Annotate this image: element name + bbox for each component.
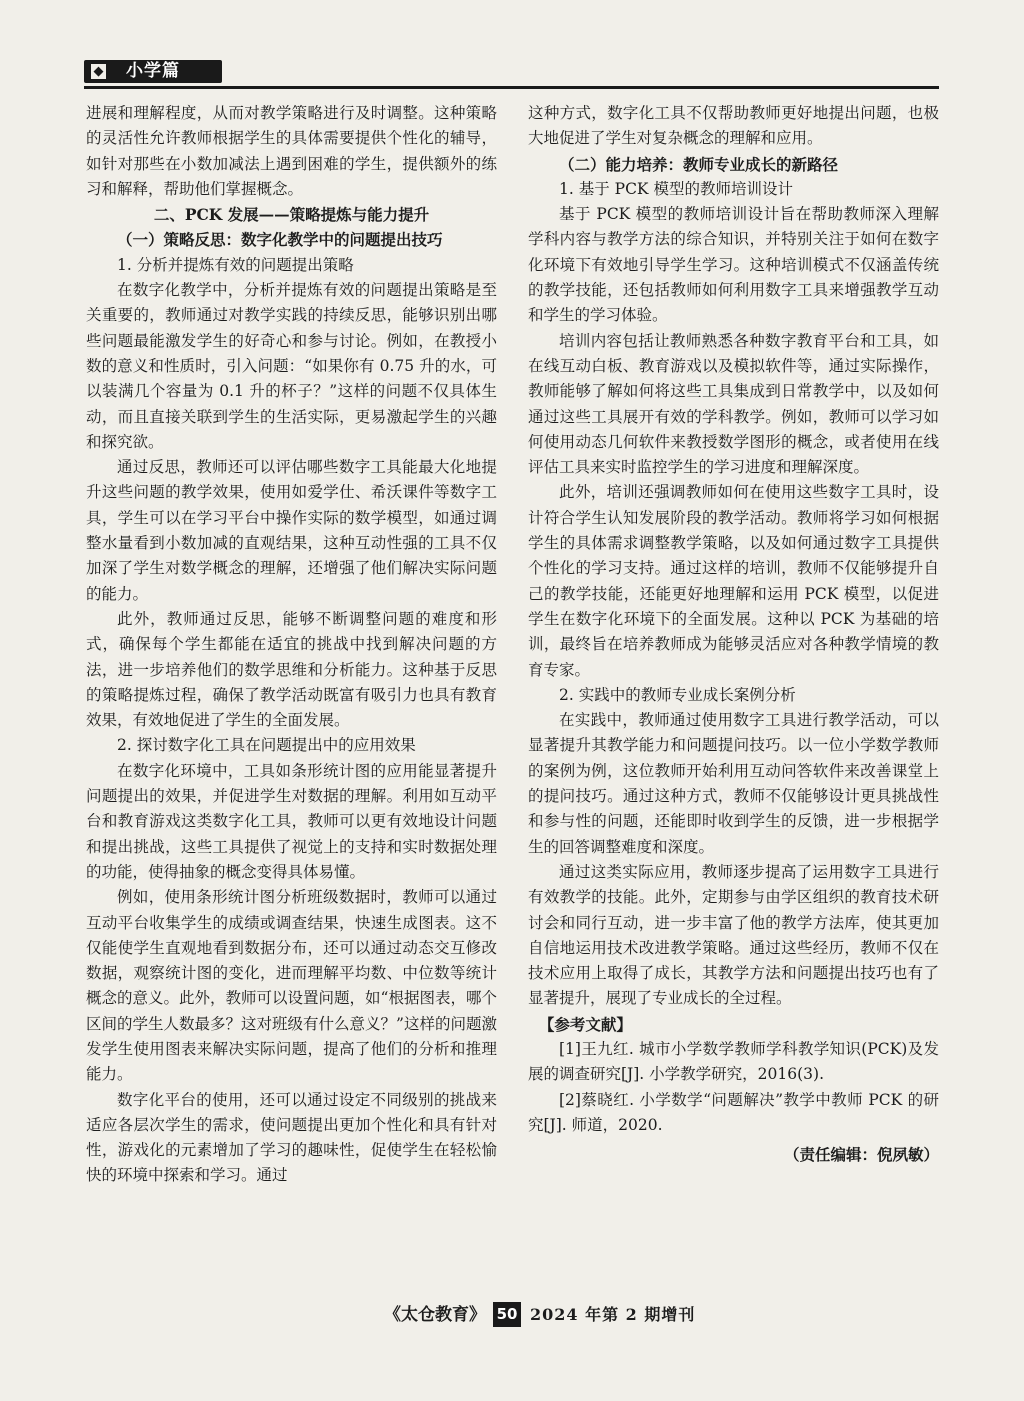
paragraph: 培训内容包括让教师熟悉各种数字教育平台和工具，如在线互动白板、教育游戏以及模拟软件等，通过实际操作，教师能够了解如何将这些工具集成到日常教学中，以及如何通过这些工具展开有效的学科教学。例如，教师可以学习如何使用动态几何软件来教授数学图形的概念，或者使用在线评估工具来实时监控学生的学习进度和理解深度。 xyxy=(528,331,939,477)
paragraph: 通过这类实际应用，教师逐步提高了运用数字工具进行有效教学的技能。此外，定期参与由学区组织的教育技术研讨会和同行互动，进一步丰富了他的教学方法库，使其更加自信地运用技术改进教学策略。通过这些经历，教师不仅在技术应用上取得了成长，其教学方法和问题提出技巧也有了显著提升，展现了专业成长的全过程。 xyxy=(528,862,939,1008)
item-heading: 1. 基于 PCK 模型的教师培训设计 xyxy=(559,179,793,198)
item-heading: 2. 探讨数字化工具在问题提出中的应用效果 xyxy=(117,736,416,755)
reference-item: [2]蔡晓红. 小学数学“问题解决”教学中教师 PCK 的研究[J]. 师道，2020. xyxy=(528,1090,939,1134)
paragraph: 数字化平台的使用，还可以通过设定不同级别的挑战来适应各层次学生的需求，使问题提出更加个性化和具有针对性，游戏化的元素增加了学习的趣味性，促使学生在轻松愉快的环境中探索和学习。通过 xyxy=(86,1090,497,1185)
paragraph: 此外，教师通过反思，能够不断调整问题的难度和形式，确保每个学生都能在适宜的挑战中找到解决问题的方法，进一步培养他们的数学思维和分析能力。这种基于反思的策略提炼过程，确保了教学活动既富有吸引力也具有教育效果，有效地促进了学生的全面发展。 xyxy=(86,609,497,730)
subsection-heading: （一）策略反思：数字化教学中的问题提出技巧 xyxy=(117,230,443,250)
item-heading: 1. 分析并提炼有效的问题提出策略 xyxy=(117,255,354,274)
page-footer xyxy=(0,1302,1024,1330)
paragraph: 例如，使用条形统计图分析班级数据时，教师可以通过互动平台收集学生的成绩或调查结果，快速生成图表。这不仅能使学生直观地看到数据分布，还可以通过动态交互修改数据，观察统计图的变化，进而理解平均数、中位数等统计概念的意义。此外，教师可以设置问题，如“根据图表，哪个区间的学生人数最多？这对班级有什么意义？”这样的问题激发学生使用图表来解决实际问题，提高了他们的分析和推理能力。 xyxy=(86,888,497,1084)
page-number: 50 xyxy=(493,1302,521,1327)
item-heading: 2. 实践中的教师专业成长案例分析 xyxy=(559,685,796,704)
left-column xyxy=(86,101,497,1189)
paragraph: 在数字化教学中，分析并提炼有效的问题提出策略是至关重要的，教师通过对教学实践的持续反思，能够识别出哪些问题最能激发学生的好奇心和参与讨论。例如，在教授小数的意义和性质时，引入问题：“如果你有 0.75 升的水，可以装满几个容量为 0.1 升的杯子？”这样的问题不仅具体生动，而且直接关联到学生的生活实际，更易激起学生的兴趣和探究欲。 xyxy=(86,281,497,451)
references-heading: 【参考文献】 xyxy=(538,1014,632,1034)
paragraph: 此外，培训还强调教师如何在使用这些数字工具时，设计符合学生认知发展阶段的教学活动。教师将学习如何根据学生的具体需求调整教学策略，以及如何通过数字工具提供个性化的学习支持。通过这样的培训，教师不仅能够提升自己的教学技能，还能更好地理解和运用 PCK 模型，以促进学生在数字化环境下的全面发展。这种以 PCK 为基础的培训，最终旨在培养教师成为能够灵活应对各种教学情境的教育专家。 xyxy=(528,483,939,679)
paragraph: 进展和理解程度，从而对教学策略进行及时调整。这种策略的灵活性允许教师根据学生的具体需要提供个性化的辅导，如针对那些在小数加减法上遇到困难的学生，提供额外的练习和解释，帮助他们掌握概念。 xyxy=(86,104,497,198)
issue-info: 2024 年第 2 期增刊 xyxy=(530,1305,696,1324)
subsection-heading: （二）能力培养：教师专业成长的新路径 xyxy=(559,154,839,174)
editor-credit: （责任编辑：倪夙敏） xyxy=(783,1145,939,1165)
right-column xyxy=(528,101,939,1167)
section-title: 小学篇 xyxy=(126,61,180,81)
paragraph: 在数字化环境中，工具如条形统计图的应用能显著提升问题提出的效果，并促进学生对数据的理解。利用如互动平台和教育游戏这类数字化工具，教师可以更有效地设计问题和提出挑战，这些工具提供了视觉上的支持和实时数据处理的功能，使得抽象的概念变得具体易懂。 xyxy=(86,761,497,881)
diamond-icon: ◆ xyxy=(91,64,106,79)
section-label-box xyxy=(84,60,222,83)
page-header xyxy=(84,60,939,89)
reference-item: [1]王九红. 城市小学数学教师学科教学知识(PCK)及发展的调查研究[J]. 小学教学研究，2016(3). xyxy=(528,1039,939,1084)
paragraph: 通过反思，教师还可以评估哪些数字工具能最大化地提升这些问题的教学效果，使用如爱学仕、希沃课件等数字工具，学生可以在学习平台中操作实际的数学模型，如通过调整水量看到小数加减的直观结果，这种互动性强的工具不仅加深了学生对数学概念的理解，还增强了他们解决实际问题的能力。 xyxy=(86,458,497,603)
section-heading: 二、PCK 发展——策略提炼与能力提升 xyxy=(153,205,430,225)
paragraph: 基于 PCK 模型的教师培训设计旨在帮助教师深入理解学科内容与教学方法的综合知识，并特别关注于如何在数字化环境下有效地引导学生学习。这种培训模式不仅涵盖传统的教学技能，还包括教师如何利用数字工具来增强教学互动和学生的学习体验。 xyxy=(528,205,939,325)
paragraph: 在实践中，教师通过使用数字工具进行教学活动，可以显著提升其教学能力和问题提问技巧。以一位小学数学教师的案例为例，这位教师开始利用互动问答软件来改善课堂上的提问技巧。通过这种方式，教师不仅能够设计更具挑战性和参与性的问题，还能即时收到学生的反馈，进一步根据学生的回答调整难度和深度。 xyxy=(528,711,939,856)
journal-name: 《太仓教育》 xyxy=(384,1305,486,1325)
paragraph: 这种方式，数字化工具不仅帮助教师更好地提出问题，也极大地促进了学生对复杂概念的理解和应用。 xyxy=(528,104,939,148)
